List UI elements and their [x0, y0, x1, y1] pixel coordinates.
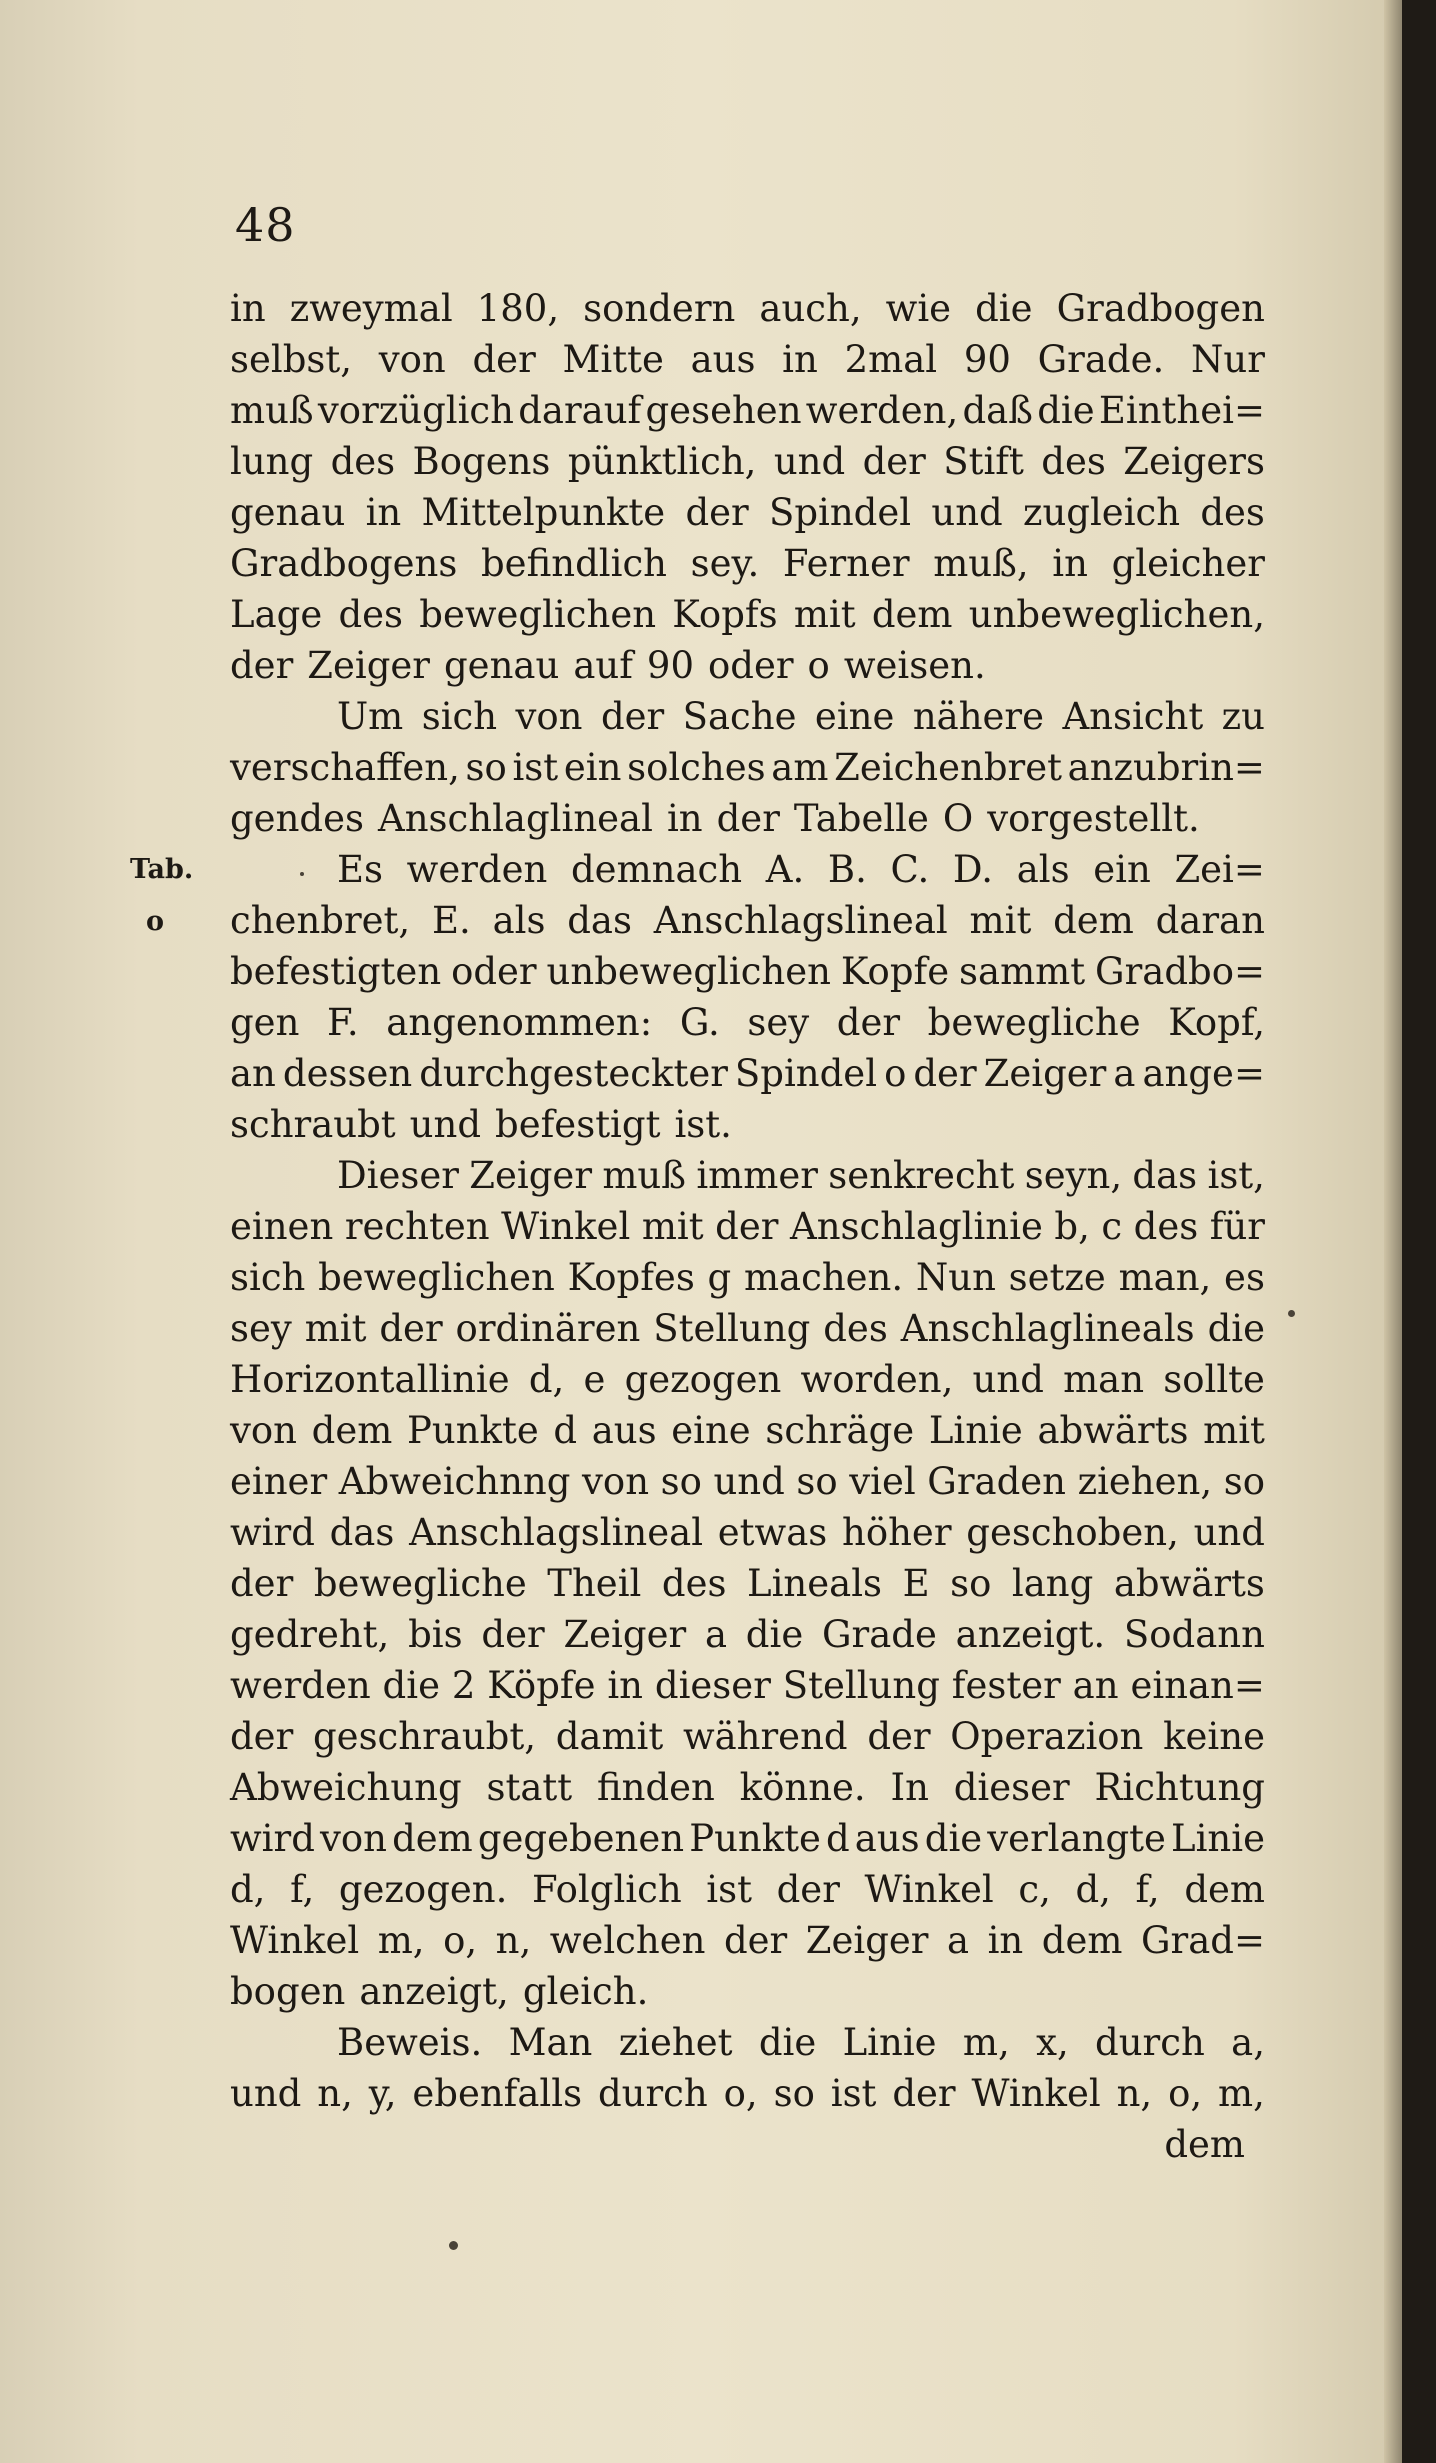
text-line: wird das Anschlagslineal etwas höher geschoben, und	[230, 1511, 1265, 1554]
text-line: Horizontallinie d, e gezogen worden, und man sollte	[230, 1358, 1265, 1401]
text-line: an dessen durchgesteckter Spindel o der Zeiger a ange=	[230, 1052, 1265, 1095]
text-line: chenbret, E. als das Anschlagslineal mit dem daran	[230, 899, 1265, 942]
text-line: von dem Punkte d aus eine schräge Linie abwärts mit	[230, 1409, 1265, 1452]
text-line: wird von dem gegebenen Punkte d aus die verlangte Linie	[230, 1817, 1265, 1860]
text-line: werden die 2 Köpfe in dieser Stellung fester an einan=	[230, 1664, 1265, 1707]
margin-note-tab: Tab.	[130, 854, 194, 885]
paper-speck	[300, 872, 304, 876]
margin-note-table-letter: o	[146, 906, 165, 937]
text-line: verschaffen, so ist ein solches am Zeichenbret anzubrin=	[230, 746, 1265, 789]
page-number: 48	[235, 198, 296, 252]
text-line: einer Abweichnng von so und so viel Graden ziehen, so	[230, 1460, 1265, 1503]
text-line: dem	[1164, 2123, 1245, 2166]
text-line: lung des Bogens pünktlich, und der Stift des Zeigers	[230, 440, 1265, 483]
text-line: der bewegliche Theil des Lineals E so lang abwärts	[230, 1562, 1265, 1605]
text-line: Es werden demnach A. B. C. D. als ein Zei=	[337, 848, 1265, 891]
text-line: sey mit der ordinären Stellung des Anschlaglineals die	[230, 1307, 1265, 1350]
paper-speck	[449, 2241, 458, 2250]
text-line: muß vorzüglich darauf gesehen werden, daß die Einthei=	[230, 389, 1265, 432]
text-line: Winkel m, o, n, welchen der Zeiger a in dem Grad=	[230, 1919, 1265, 1962]
body-text	[230, 283, 1265, 2170]
text-line: der Zeiger genau auf 90 oder o weisen.	[230, 644, 986, 687]
text-line: genau in Mittelpunkte der Spindel und zugleich des	[230, 491, 1265, 534]
text-line: selbst, von der Mitte aus in 2mal 90 Grade. Nur	[230, 338, 1265, 381]
text-line: gen F. angenommen: G. sey der bewegliche Kopf,	[230, 1001, 1265, 1044]
text-line: in zweymal 180, sondern auch, wie die Gradbogen	[230, 287, 1265, 330]
text-line: befestigten oder unbeweglichen Kopfe sammt Gradbo=	[230, 950, 1265, 993]
text-line: und n, y, ebenfalls durch o, so ist der Winkel n, o, m,	[230, 2072, 1265, 2115]
text-line: gedreht, bis der Zeiger a die Grade anzeigt. Sodann	[230, 1613, 1265, 1656]
text-line: Abweichung statt finden könne. In dieser Richtung	[230, 1766, 1265, 1809]
text-line: d, f, gezogen. Folglich ist der Winkel c, d, f, dem	[230, 1868, 1265, 1911]
text-line: Dieser Zeiger muß immer senkrecht seyn, das ist,	[337, 1154, 1265, 1197]
paper-speck	[1288, 1310, 1295, 1317]
text-line: der geschraubt, damit während der Operazion keine	[230, 1715, 1265, 1758]
text-line: Beweis. Man ziehet die Linie m, x, durch a,	[337, 2021, 1265, 2064]
text-line: sich beweglichen Kopfes g machen. Nun setze man, es	[230, 1256, 1265, 1299]
text-line: schraubt und befestigt ist.	[230, 1103, 732, 1146]
page-gutter-shadow	[1384, 0, 1402, 2463]
book-edge	[1402, 0, 1436, 2463]
text-line: Lage des beweglichen Kopfs mit dem unbeweglichen,	[230, 593, 1265, 636]
text-line: Um sich von der Sache eine nähere Ansicht zu	[337, 695, 1265, 738]
text-line: gendes Anschlaglineal in der Tabelle O vorgestellt.	[230, 797, 1200, 840]
text-line: bogen anzeigt, gleich.	[230, 1970, 649, 2013]
text-line: Gradbogens befindlich sey. Ferner muß, in gleicher	[230, 542, 1265, 585]
text-line: einen rechten Winkel mit der Anschlaglinie b, c des für	[230, 1205, 1265, 1248]
